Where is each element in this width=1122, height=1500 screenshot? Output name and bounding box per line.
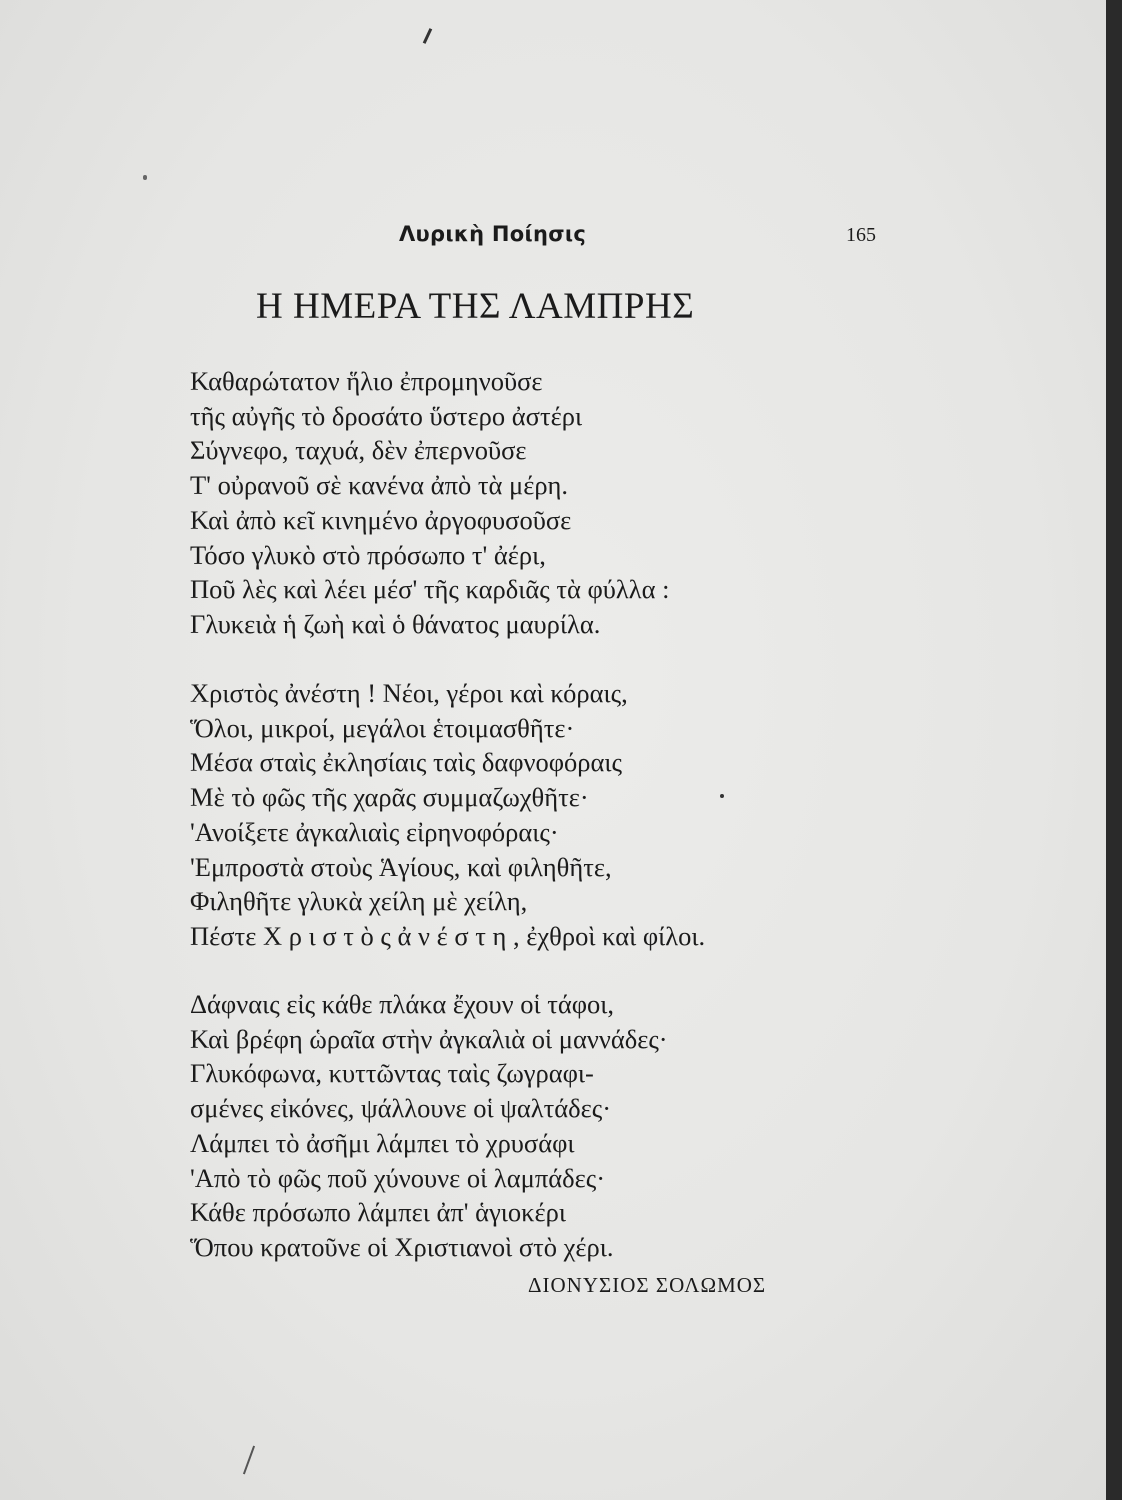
verse-line: σμένες εἰκόνες, ψάλλουνε οἱ ψαλτάδες·: [190, 1093, 612, 1124]
verse-line: Ὅλοι, μικροί, μεγάλοι ἑτοιμασθῆτε·: [190, 712, 575, 743]
verse-line: Σύγνεφο, ταχυά, δὲν ἐπερνοῦσε: [190, 435, 527, 466]
verse-line: 'Ανοίξετε ἀγκαλιαὶς εἰρηνοφόραις·: [190, 816, 559, 847]
verse-line: 'Απὸ τὸ φῶς ποῦ χύνουνε οἱ λαμπάδες·: [190, 1162, 606, 1193]
page-edge-shadow: [1106, 0, 1122, 1500]
verse-line: Δάφναις εἰς κάθε πλάκα ἔχουν οἱ τάφοι,: [190, 989, 615, 1019]
verse-line: Λάμπει τὸ ἀσῆμι λάμπει τὸ χρυσάφι: [190, 1127, 575, 1158]
verse-line: Κάθε πρόσωπο λάμπει ἀπ' ἁγιοκέρι: [190, 1197, 566, 1228]
ink-dot: [720, 794, 724, 798]
pencil-mark: [243, 1446, 255, 1475]
stanza-2: [190, 676, 705, 954]
verse-line: Μὲ τὸ φῶς τῆς χαρᾶς συμμαζωχθῆτε·: [190, 782, 589, 813]
ink-mark: [423, 28, 432, 44]
verse-line: Τόσο γλυκὸ στὸ πρόσωπο τ' ἀέρι,: [190, 539, 546, 570]
verse-line: Καθαρώτατον ἥλιο ἐπρομηνοῦσε: [190, 366, 543, 396]
verse-line: Καὶ ἀπὸ κεῖ κινημένο ἀργοφυσοῦσε: [190, 504, 572, 535]
verse-line: Πέστε Χ ρ ι σ τ ὸ ς ἀ ν έ σ τ η , ἐχθροὶ καὶ φίλοι.: [190, 920, 706, 951]
ink-spot: [143, 175, 147, 180]
verse-line: Φιληθῆτε γλυκὰ χείλη μὲ χείλη,: [190, 886, 528, 917]
verse-line: Ποῦ λὲς καὶ λέει μέσ' τῆς καρδιᾶς τὰ φύλλα :: [190, 574, 670, 605]
verse-line: Γλυκόφωνα, κυττῶντας ταὶς ζωγραφι-: [190, 1058, 594, 1089]
poem-author: ΔΙΟΝΥΣΙΟΣ ΣΟΛΩΜΟΣ: [528, 1273, 767, 1297]
running-head: Λυρικὴ Ποίησις: [399, 222, 587, 246]
verse-line: τῆς αὐγῆς τὸ δροσάτο ὕστερο ἀστέρι: [190, 400, 583, 431]
verse-line: Γλυκειὰ ἡ ζωὴ καὶ ὁ θάνατος μαυρίλα.: [190, 608, 601, 639]
verse-line: Μέσα σταὶς ἐκλησίαις ταὶς δαφνοφόραις: [190, 747, 623, 778]
stanza-3: [190, 987, 668, 1265]
verse-line: Καὶ βρέφη ὡραῖα στὴν ἀγκαλιὰ οἱ μαννάδες·: [190, 1023, 668, 1054]
verse-line: Χριστὸς ἀνέστη ! Νέοι, γέροι καὶ κόραις,: [190, 678, 628, 708]
verse-line: 'Εμπροστὰ στοὺς Ἁγίους, καὶ φιληθῆτε,: [190, 851, 612, 882]
poem-title: Η ΗΜΕΡΑ ΤΗΣ ΛΑΜΠΡΗΣ: [256, 286, 695, 327]
verse-line: Τ' οὐρανοῦ σὲ κανένα ἀπὸ τὰ μέρη.: [190, 470, 569, 501]
stanza-1: [190, 364, 669, 642]
page-number: 165: [846, 224, 876, 246]
verse-line: Ὅπου κρατοῦνε οἱ Χριστιανοὶ στὸ χέρι.: [190, 1231, 614, 1262]
